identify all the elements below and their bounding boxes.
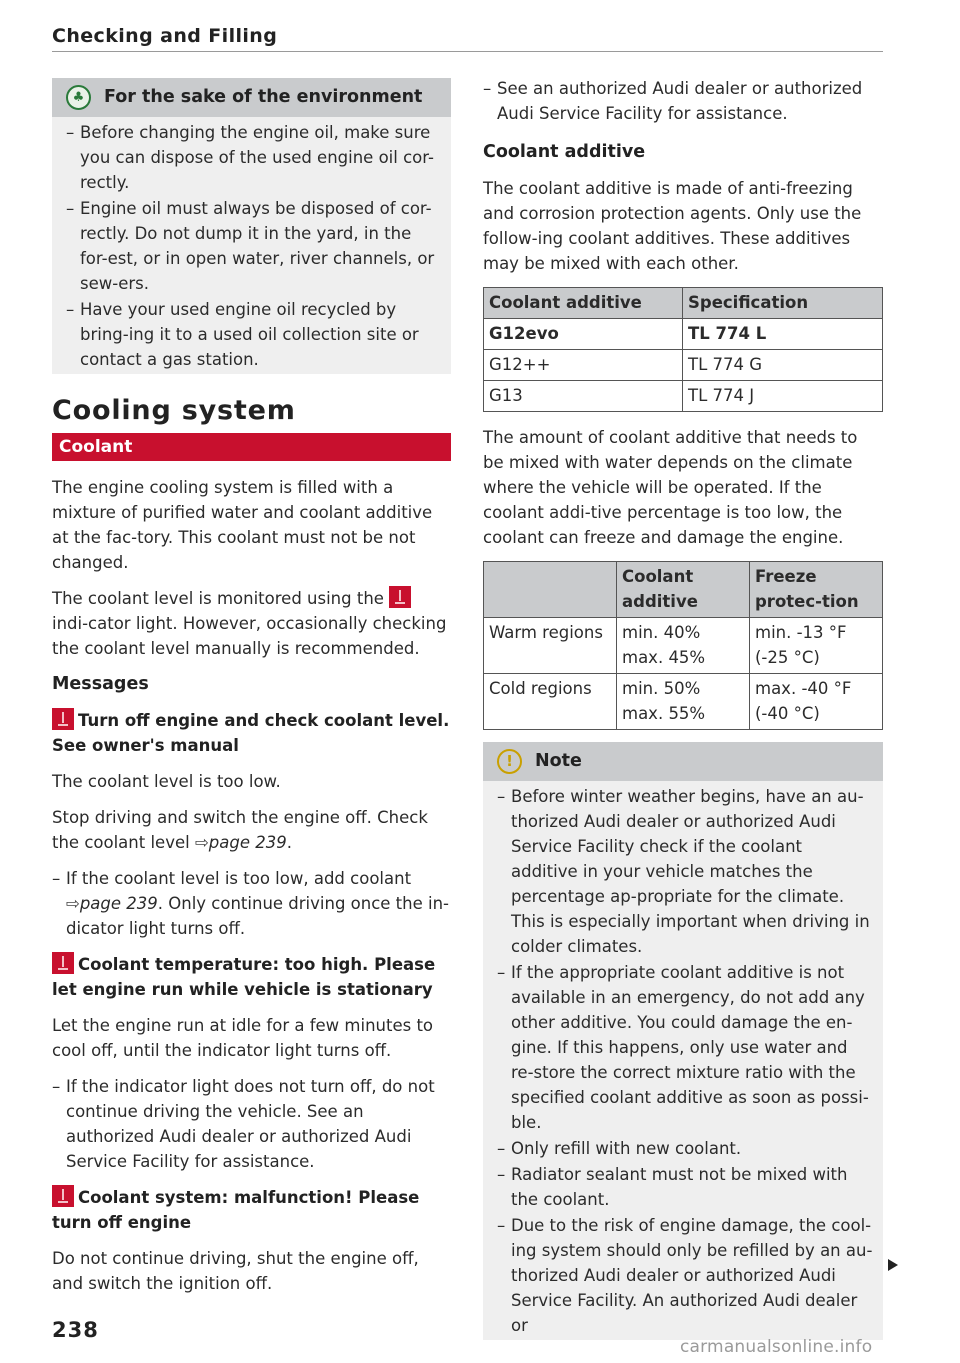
env-item-2: – Engine oil must always be disposed of cor-rectly. Do not dump it in the yard, in the for-est, or in open water, river channels, or sew-ers. [66, 196, 441, 296]
note-box-body [483, 781, 883, 1340]
note-item-2: – If the appropriate coolant additive is not available in an emergency, do not add any other additive. You could damage the en-gine. If this happens, only use water and re-store the correct mixture ratio with the specified coolant additive as soon as possi-ble. [497, 960, 873, 1135]
note-exclamation-icon: ! [497, 749, 522, 774]
message-1-title [52, 708, 451, 758]
coolant-warning-icon [52, 1185, 74, 1207]
note-item-3: – Only refill with new coolant. [497, 1136, 873, 1161]
level-text-before: The coolant level is monitored using the [52, 589, 384, 608]
coolant-warning-icon [52, 952, 74, 974]
section-header: Checking and Filling [52, 25, 278, 47]
page-ref-arrow-icon: ⇨ [194, 833, 209, 852]
coolant-section-bar: Coolant [52, 433, 451, 461]
env-item-3: – Have your used engine oil recycled by bring-ing it to a used oil collection site or contact a gas station. [66, 297, 441, 372]
message-2-instruction: – If the indicator light does not turn off, do not continue driving the vehicle. See an authorized Audi dealer or authorized Audi Service Facility for assistance. [52, 1074, 451, 1174]
table-row [484, 350, 883, 381]
note-item-5: – Due to the risk of engine damage, the cool-ing system should only be refilled by an au-thorized Audi dealer or authorized Audi Service Facility. An authorized Audi dealer or [497, 1213, 873, 1338]
message-3-title-text: Coolant system: malfunction! Please turn off engine [52, 1188, 420, 1232]
coolant-amount-text: The amount of coolant additive that needs to be mixed with water depends on the climate where the vehicle will be operated. If the coolant addi-tive percentage is too low, the coolant can freeze and damage the engine. [483, 428, 858, 547]
table-header-cell: Specification [683, 288, 883, 319]
note-box [483, 742, 883, 1340]
level-text-after: indi-cator light. However, occasionally checking the coolant level manually is recommended. [52, 614, 447, 658]
table-header-row [484, 288, 883, 319]
table-cell: min. 40% max. 45% [617, 618, 750, 674]
table-row [484, 319, 883, 350]
message-1-check: Stop driving and switch the engine off. Check the coolant level ⇨page 239. [52, 808, 428, 852]
environment-box [52, 78, 451, 374]
left-column [52, 78, 451, 1307]
coolant-warning-icon [389, 586, 411, 608]
dealer-instruction: – See an authorized Audi dealer or authorized Audi Service Facility for assistance. [483, 76, 883, 126]
message-2-text: Let the engine run at idle for a few minutes to cool off, until the indicator light turns off. [52, 1016, 434, 1060]
table-cell: Cold regions [484, 674, 617, 730]
table-cell: G13 [484, 381, 683, 412]
message-1-instruction [52, 866, 451, 941]
message-3-text: Do not continue driving, shut the engine off, and switch the ignition off. [52, 1249, 419, 1293]
table-cell: G12++ [484, 350, 683, 381]
table-header-cell: Coolant additive [484, 288, 683, 319]
table-cell: G12evo [484, 319, 683, 350]
watermark-text: carmanualsonline.info [680, 1337, 873, 1357]
table-header-row [484, 562, 883, 618]
additive-spec-table [483, 287, 883, 412]
table-cell: Warm regions [484, 618, 617, 674]
continue-arrow-icon [888, 1259, 898, 1271]
note-item-1: – Before winter weather begins, have an au-thorized Audi dealer or authorized Audi Service Facility check if the coolant additive in your vehicle matches the percentage ap-propriate for the climate. This is especially important when driving in colder climates. [497, 784, 873, 959]
page-number: 238 [52, 1318, 99, 1342]
page-ref-arrow-icon: ⇨ [66, 894, 80, 913]
messages-heading: Messages [52, 674, 149, 694]
cooling-intro: The engine cooling system is filled with a mixture of purified water and coolant additive at the fac-tory. This coolant must not be not changed. [52, 478, 433, 572]
environment-box-title: For the sake of the environment [104, 87, 423, 107]
environment-box-body [52, 117, 451, 374]
table-header-cell [484, 562, 617, 618]
right-column [483, 76, 883, 1340]
instruction-text-before: If the coolant level is too low, add coolant [66, 869, 412, 888]
message-1-check-text: Stop driving and switch the engine off. Check the coolant level [52, 808, 428, 852]
table-cell: min. -13 °F (-25 °C) [750, 618, 883, 674]
note-item-4: – Radiator sealant must not be mixed with the coolant. [497, 1162, 873, 1212]
table-row [484, 674, 883, 730]
page-reference-link[interactable]: page 239 [79, 894, 158, 913]
table-row [484, 618, 883, 674]
coolant-additive-intro: The coolant additive is made of anti-freezing and corrosion protection agents. Only use the follow-ing coolant additives. These additives may be mixed with each other. [483, 179, 862, 273]
cooling-system-heading: Cooling system [52, 395, 296, 426]
table-cell: TL 774 L [683, 319, 883, 350]
message-3-title [52, 1185, 451, 1235]
environment-box-header [52, 78, 451, 117]
table-cell: min. 50% max. 55% [617, 674, 750, 730]
message-2-title-text: Coolant temperature: too high. Please let engine run while vehicle is stationary [52, 955, 436, 999]
message-1-title-text: Turn off engine and check coolant level. See owner's manual [52, 711, 450, 755]
note-box-title: Note [535, 751, 582, 771]
table-cell: max. -40 °F (-40 °C) [750, 674, 883, 730]
message-2-title [52, 952, 451, 1002]
note-box-header [483, 742, 883, 781]
table-header-cell: Coolant additive [617, 562, 750, 618]
message-1-text: The coolant level is too low. [52, 772, 281, 791]
page-reference-link[interactable]: page 239 [208, 833, 287, 852]
header-rule [52, 51, 883, 52]
coolant-additive-heading: Coolant additive [483, 142, 646, 162]
instruction-text-after: . Only continue driving once the in-dicator light turns off. [66, 894, 450, 938]
freeze-protection-table [483, 561, 883, 730]
environment-tree-icon: ♣ [66, 85, 91, 110]
table-cell: TL 774 J [683, 381, 883, 412]
table-header-cell: Freeze protec-tion [750, 562, 883, 618]
table-row [484, 381, 883, 412]
coolant-level-paragraph [52, 586, 451, 661]
table-cell: TL 774 G [683, 350, 883, 381]
env-item-1: – Before changing the engine oil, make sure you can dispose of the used engine oil cor-rectly. [66, 120, 441, 195]
coolant-warning-icon [52, 708, 74, 730]
